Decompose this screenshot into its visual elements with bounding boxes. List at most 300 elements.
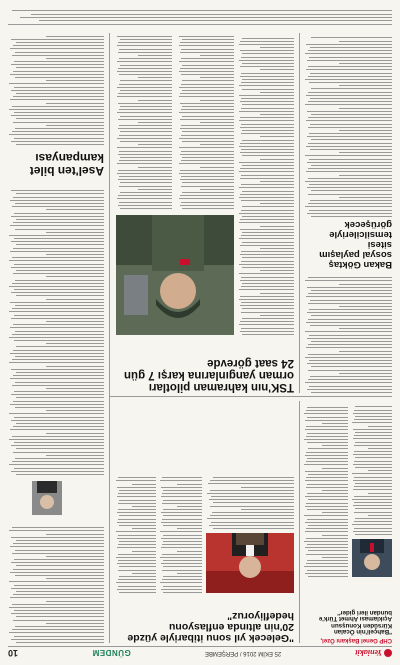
text-line	[308, 277, 392, 278]
text-line	[161, 512, 202, 513]
text-line	[242, 258, 294, 259]
text-line	[46, 58, 104, 59]
text-line	[307, 493, 348, 494]
text-line	[311, 114, 392, 115]
text-line	[308, 203, 392, 204]
text-line	[15, 407, 104, 408]
text-line	[352, 422, 392, 423]
text-line	[13, 222, 104, 223]
text-line	[179, 87, 234, 88]
text-line	[9, 607, 104, 608]
text-line	[11, 369, 104, 370]
text-line	[182, 116, 234, 117]
text-line	[163, 576, 202, 577]
text-line	[11, 318, 104, 319]
text-line	[306, 477, 348, 478]
text-line	[306, 95, 392, 96]
text-line	[119, 135, 172, 136]
text-line	[46, 455, 104, 456]
text-line	[15, 128, 104, 129]
text-line	[308, 474, 348, 475]
text-line	[309, 159, 392, 160]
text-line	[11, 141, 104, 142]
text-line	[10, 74, 104, 75]
text-line	[11, 241, 104, 242]
text-line	[307, 519, 348, 520]
text-line	[118, 103, 172, 104]
small-portrait	[32, 481, 62, 515]
text-line	[15, 626, 104, 627]
text-line	[181, 176, 234, 177]
text-line	[120, 65, 172, 66]
text-line	[181, 49, 234, 50]
text-line	[117, 138, 172, 139]
text-line	[182, 157, 234, 158]
text-line	[260, 248, 294, 249]
text-line	[241, 251, 294, 252]
text-line	[161, 487, 202, 488]
text-line	[132, 573, 156, 574]
row-divider	[110, 396, 392, 397]
text-line	[242, 207, 294, 208]
text-line	[13, 324, 104, 325]
text-line	[308, 168, 392, 169]
text-line	[46, 366, 104, 367]
erdogan-body-col1	[160, 473, 202, 593]
text-line	[177, 551, 202, 552]
text-line	[119, 500, 156, 501]
text-line	[307, 417, 348, 418]
text-line	[179, 112, 234, 113]
text-line	[119, 592, 156, 593]
text-line	[304, 413, 348, 414]
text-line	[12, 359, 104, 360]
text-line	[306, 296, 392, 297]
text-line	[117, 496, 156, 497]
text-line	[180, 93, 234, 94]
text-line	[210, 515, 294, 516]
text-line	[311, 165, 392, 166]
text-line	[16, 449, 104, 450]
text-line	[241, 184, 294, 185]
text-line	[311, 392, 392, 393]
bahceli-photo	[352, 539, 392, 577]
text-line	[355, 432, 392, 433]
text-line	[182, 208, 234, 209]
text-line	[138, 167, 172, 168]
text-line	[240, 66, 294, 67]
text-line	[239, 264, 294, 265]
text-line	[118, 205, 172, 206]
text-line	[208, 483, 294, 484]
text-line	[309, 133, 392, 134]
text-line	[12, 55, 104, 56]
text-line	[46, 276, 104, 277]
text-line	[307, 111, 392, 112]
text-line	[352, 524, 392, 525]
text-line	[118, 509, 156, 510]
text-line	[15, 229, 104, 230]
text-line	[355, 442, 392, 443]
text-line	[308, 449, 348, 450]
text-line	[200, 144, 234, 145]
text-line	[368, 493, 392, 494]
text-line	[305, 420, 348, 421]
text-line	[46, 388, 104, 389]
text-line	[241, 286, 294, 287]
text-line	[240, 219, 294, 220]
text-line	[118, 119, 172, 120]
column-divider-lower	[299, 33, 300, 393]
text-line	[118, 544, 156, 545]
text-line	[355, 407, 392, 408]
text-line	[308, 127, 392, 128]
text-line	[242, 232, 294, 233]
text-line	[308, 319, 392, 320]
text-line	[306, 146, 392, 147]
text-line	[242, 156, 294, 157]
text-line	[117, 87, 172, 88]
text-line	[11, 39, 104, 40]
text-line	[305, 181, 392, 182]
text-line	[119, 541, 156, 542]
text-line	[16, 398, 104, 399]
text-line	[161, 496, 202, 497]
text-line	[242, 130, 294, 131]
text-line	[212, 512, 294, 513]
text-line	[311, 216, 392, 217]
text-line	[353, 429, 392, 430]
pilot-photo-icon	[116, 215, 234, 335]
text-line	[119, 49, 172, 50]
text-line	[241, 82, 294, 83]
text-line	[12, 308, 104, 309]
text-line	[241, 108, 294, 109]
text-line	[339, 284, 392, 285]
text-line	[163, 500, 202, 501]
text-line	[10, 378, 104, 379]
text-line	[322, 535, 348, 536]
text-line	[242, 89, 294, 90]
text-line	[12, 629, 104, 630]
text-line	[120, 39, 172, 40]
text-line	[11, 216, 104, 217]
text-line	[213, 477, 294, 478]
text-line	[305, 506, 348, 507]
text-line	[355, 483, 392, 484]
text-line	[210, 490, 294, 491]
text-line	[240, 101, 294, 102]
text-line	[353, 438, 392, 439]
text-line	[161, 547, 202, 548]
text-line	[10, 572, 104, 573]
text-line	[179, 173, 234, 174]
text-line	[239, 324, 294, 325]
text-line	[322, 423, 348, 424]
text-line	[260, 226, 294, 227]
text-line	[117, 45, 172, 46]
text-line	[118, 179, 172, 180]
text-line	[12, 106, 104, 107]
text-line	[118, 570, 156, 571]
text-line	[180, 119, 234, 120]
text-line	[163, 509, 202, 510]
text-line	[11, 537, 104, 538]
text-line	[242, 54, 294, 55]
text-line	[241, 235, 294, 236]
text-line	[16, 296, 104, 297]
text-line	[242, 318, 294, 319]
text-line	[240, 143, 294, 144]
text-line	[119, 176, 172, 177]
text-line	[10, 225, 104, 226]
text-line	[11, 613, 104, 614]
text-line	[200, 167, 234, 168]
text-line	[304, 541, 348, 542]
text-line	[353, 505, 392, 506]
text-line	[200, 189, 234, 190]
text-line	[306, 44, 392, 45]
text-line	[240, 229, 294, 230]
text-line	[46, 578, 104, 579]
text-line	[120, 192, 172, 193]
text-line	[355, 518, 392, 519]
text-line	[306, 171, 392, 172]
text-line	[354, 521, 392, 522]
text-line	[138, 122, 172, 123]
text-line	[117, 563, 156, 564]
text-line	[119, 202, 172, 203]
text-line	[310, 300, 392, 301]
text-line	[182, 65, 234, 66]
text-line	[180, 128, 234, 129]
text-line	[117, 96, 172, 97]
text-line	[355, 458, 392, 459]
text-line	[354, 496, 392, 497]
text-line	[355, 467, 392, 468]
text-line	[239, 171, 294, 172]
text-line	[308, 379, 392, 380]
text-line	[160, 582, 202, 583]
text-line	[352, 499, 392, 500]
text-line	[241, 98, 294, 99]
asel-headline: Asel'ten bilet kampanyası	[29, 151, 104, 178]
text-line	[120, 106, 172, 107]
text-line	[310, 149, 392, 150]
footer-rule	[8, 24, 392, 25]
text-line	[116, 531, 156, 532]
text-line	[241, 312, 294, 313]
text-line	[180, 179, 234, 180]
text-line	[242, 38, 294, 39]
text-line	[306, 452, 348, 453]
text-line	[307, 484, 348, 485]
text-line	[120, 208, 172, 209]
text-line	[177, 506, 202, 507]
text-line	[11, 90, 104, 91]
text-line	[10, 251, 104, 252]
text-line	[310, 325, 392, 326]
bakan-story	[304, 219, 392, 269]
text-line	[181, 135, 234, 136]
text-line	[163, 535, 202, 536]
text-line	[307, 458, 348, 459]
text-line	[354, 451, 392, 452]
text-line	[11, 562, 104, 563]
text-line	[9, 530, 104, 531]
text-line	[12, 131, 104, 132]
text-line	[10, 302, 104, 303]
logo-text: Yeniakit	[355, 648, 382, 658]
text-line	[239, 44, 294, 45]
text-line	[305, 79, 392, 80]
text-line	[322, 490, 348, 491]
text-line	[308, 344, 392, 345]
text-line	[11, 445, 104, 446]
text-line	[242, 309, 294, 310]
text-line	[14, 636, 104, 637]
text-line	[309, 335, 392, 336]
text-line	[11, 292, 104, 293]
text-line	[181, 186, 234, 187]
text-line	[14, 315, 104, 316]
text-line	[242, 334, 294, 335]
text-line	[306, 347, 392, 348]
text-line	[322, 512, 348, 513]
text-line	[39, 20, 392, 21]
column-divider-right	[109, 33, 110, 643]
text-line	[10, 597, 104, 598]
text-line	[306, 120, 392, 121]
text-line	[179, 96, 234, 97]
text-line	[354, 461, 392, 462]
section-name: GÜNDEM	[92, 648, 131, 658]
text-line	[181, 109, 234, 110]
text-line	[307, 162, 392, 163]
text-line	[161, 563, 202, 564]
text-line	[46, 601, 104, 602]
text-line	[305, 53, 392, 54]
text-line	[306, 487, 348, 488]
text-line	[120, 81, 172, 82]
text-line	[240, 50, 294, 51]
page-number: 10	[8, 648, 19, 658]
text-line	[339, 63, 392, 64]
text-line	[242, 267, 294, 268]
text-line	[9, 134, 104, 135]
text-line	[310, 98, 392, 99]
text-line	[307, 442, 348, 443]
text-line	[16, 219, 104, 220]
text-line	[354, 445, 392, 446]
text-line	[12, 334, 104, 335]
text-line	[308, 143, 392, 144]
text-line	[322, 445, 348, 446]
text-line	[14, 213, 104, 214]
text-line	[306, 461, 348, 462]
text-line	[117, 163, 172, 164]
text-line	[16, 42, 104, 43]
text-line	[241, 302, 294, 303]
text-line	[304, 515, 348, 516]
text-line	[305, 155, 392, 156]
text-line	[13, 248, 104, 249]
text-line	[309, 309, 392, 310]
text-line	[9, 337, 104, 338]
text-line	[11, 420, 104, 421]
text-line	[239, 213, 294, 214]
text-line	[308, 576, 348, 577]
person-portrait-icon	[32, 481, 62, 515]
footer-strip	[8, 7, 392, 21]
text-line	[180, 205, 234, 206]
text-line	[163, 560, 202, 561]
text-line	[260, 293, 294, 294]
text-line	[16, 194, 104, 195]
text-line	[241, 509, 294, 510]
text-line	[339, 130, 392, 131]
text-line	[46, 321, 104, 322]
text-line	[305, 455, 348, 456]
text-line	[138, 100, 172, 101]
erdogan-body-col3	[206, 473, 294, 529]
text-line	[120, 157, 172, 158]
text-line	[306, 528, 348, 529]
text-line	[14, 87, 104, 88]
text-line	[46, 623, 104, 624]
text-line	[260, 315, 294, 316]
text-line	[46, 343, 104, 344]
text-line	[305, 573, 348, 574]
text-line	[10, 327, 104, 328]
text-line	[180, 103, 234, 104]
text-line	[15, 575, 104, 576]
text-line	[16, 617, 104, 618]
text-line	[260, 92, 294, 93]
text-line	[119, 84, 172, 85]
text-line	[306, 554, 348, 555]
text-line	[242, 165, 294, 166]
text-line	[16, 245, 104, 246]
text-line	[239, 85, 294, 86]
text-line	[353, 489, 392, 490]
text-line	[118, 579, 156, 580]
text-line	[241, 487, 294, 488]
text-line	[241, 149, 294, 150]
text-line	[311, 316, 392, 317]
text-line	[119, 516, 156, 517]
text-line	[339, 175, 392, 176]
text-line	[163, 525, 202, 526]
text-line	[309, 210, 392, 211]
text-line	[239, 222, 294, 223]
text-line	[307, 389, 392, 390]
text-line	[16, 423, 104, 424]
text-line	[138, 144, 172, 145]
text-line	[354, 486, 392, 487]
text-line	[118, 586, 156, 587]
text-line	[119, 125, 172, 126]
text-line	[200, 77, 234, 78]
text-line	[306, 436, 348, 437]
text-line	[13, 45, 104, 46]
text-line	[46, 103, 104, 104]
text-line	[10, 353, 104, 354]
text-line	[353, 480, 392, 481]
text-line	[310, 200, 392, 201]
text-line	[260, 114, 294, 115]
text-line	[181, 74, 234, 75]
